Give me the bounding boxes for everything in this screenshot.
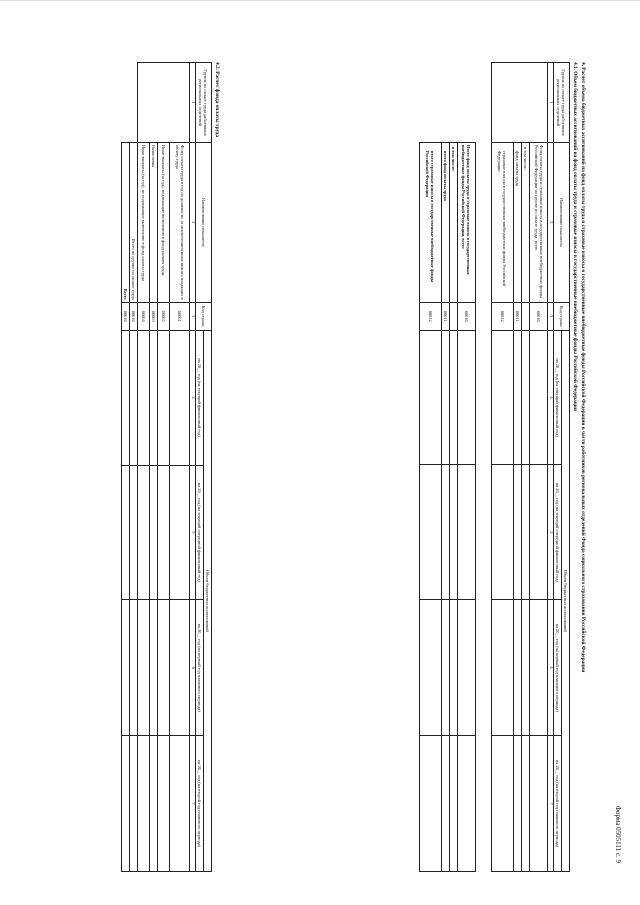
row-name: Иные выплаты (за год), подлежащие включению в фонд оплаты труда (158, 142, 170, 302)
row-code: 00004 (137, 302, 149, 330)
form-number: Форма 0505111 с. 9 (614, 805, 622, 863)
col-number: 4 (190, 330, 196, 465)
row-code: 00010 (530, 302, 548, 330)
section-title: 4. Расчет объема бюджетных ассигнований на фонд оплаты труда и страховые взносы в государственные внебюджетные фонды Российской Федерации в части работников региональных отделений Фонда социального страхования Российской Федерации (580, 62, 586, 673)
header-col7: на 20__ год (на второй год планового периода) (195, 736, 203, 872)
total-code: 00010 (121, 302, 129, 330)
col-number: 5 (548, 465, 554, 600)
table-row (491, 63, 513, 872)
header-volume: Объем бюджетных ассигнований (561, 330, 569, 871)
row-name: фонд оплаты труда (513, 142, 521, 302)
total-code: 00012 (419, 302, 441, 330)
header-code: Код строки (195, 302, 211, 330)
row-code (521, 302, 529, 330)
header-volume: Объем бюджетных ассигнований (203, 330, 211, 871)
total-name: итого фонд оплаты труда (441, 142, 449, 302)
total-code (449, 302, 457, 330)
header-name: Наименование показателя (553, 142, 569, 302)
col-number: 4 (548, 330, 554, 465)
header-group: Группа по оплате труда работников региональных отделений (553, 63, 569, 143)
group-cell (137, 63, 189, 143)
col-number: 6 (190, 600, 196, 736)
total-name: в том числе: (449, 142, 457, 302)
row-code: 00003 (149, 302, 157, 330)
row-code: 00011 (513, 302, 521, 330)
col-number: 1 (190, 63, 196, 143)
subtotal-row (129, 63, 137, 872)
header-col7: на 20__ год (на второй год планового периода) (553, 736, 561, 872)
col-number: 7 (190, 736, 196, 872)
row-code: 00012 (491, 302, 513, 330)
table-row (137, 63, 149, 872)
table-row (158, 63, 170, 872)
header-col6: на 20__ год (на первый год планового периода) (195, 600, 203, 736)
col-number: 5 (190, 465, 196, 600)
budget-allocation-table (419, 62, 570, 872)
row-code: 00001 (170, 302, 190, 330)
row-name: Фонд оплаты труда и страховые взносы в государственные внебюджетные фонды Российской Федерации по группе по оплате труда, всего (530, 142, 548, 302)
grand-total-row (121, 63, 129, 872)
total-code: 00010 (457, 302, 475, 330)
column-number-row (190, 63, 196, 872)
row-name: Начисления (149, 142, 157, 302)
total-row (449, 63, 457, 872)
group-cell (491, 63, 547, 143)
table-row (521, 63, 529, 872)
header-name: Наименование показателя (195, 142, 211, 302)
total-name: итого страховые взносы в государственные внебюджетные фонды Российской Федерации (419, 142, 441, 302)
col-number: 1 (548, 63, 554, 143)
table-row (170, 63, 190, 872)
table-row (149, 63, 157, 872)
total-name: Итого фонд оплаты труда и страховые взносы в государственные внебюджетные фонды Российской Федерации, всего (457, 142, 475, 302)
col-number: 3 (190, 302, 196, 330)
total-label: Всего (121, 142, 129, 302)
total-row (457, 63, 475, 872)
subtotal-label: Итого по группе по оплате труда (129, 142, 137, 302)
col-number: 3 (548, 302, 554, 330)
row-name: Иные выплаты (за год), не подлежащие включению в фонд оплаты труда (137, 142, 149, 302)
row-name: страховые взносы в государственные внебюджетные фонды Российской Федерации (491, 142, 513, 302)
table-row (513, 63, 521, 872)
subtotal-code: 00010 (129, 302, 137, 330)
wage-fund-table (121, 62, 212, 872)
header-col5: на 20__ год (на текущий очередной финансовый год) (195, 465, 203, 600)
header-col5: на 20__ год (на текущий очередной финансовый год) (553, 465, 561, 600)
col-number: 2 (548, 142, 554, 302)
total-row (441, 63, 449, 872)
col-number: 7 (548, 736, 554, 872)
header-group: Группа по оплате труда работников региональных отделений (195, 63, 211, 143)
total-row (419, 63, 441, 872)
row-name: Фонд оплаты труда в год по должности, за исключением иных выплат, входящих в оплату труда (170, 142, 190, 302)
row-name: в том числе: (521, 142, 529, 302)
subsection-1-title: 4.1. Объем бюджетных ассигнований на фонд оплаты труда и страховые взносы в государственные внебюджетные фонды Российской Федерации (572, 62, 578, 411)
header-code: Код строки (553, 302, 569, 330)
table-row (530, 63, 548, 872)
row-code: 00002 (158, 302, 170, 330)
col-number: 2 (190, 142, 196, 302)
header-col4: на 20__ год (на текущий финансовый год) (195, 330, 203, 465)
subsection-2-title: 4.2. Расчет фонда оплаты труда (214, 62, 220, 138)
total-code: 00011 (441, 302, 449, 330)
header-col6: на 20__ год (на первый год планового периода) (553, 600, 561, 736)
header-col4: на 20__ год (на текущий финансовый год) (553, 330, 561, 465)
col-number: 6 (548, 600, 554, 736)
column-number-row (548, 63, 554, 872)
